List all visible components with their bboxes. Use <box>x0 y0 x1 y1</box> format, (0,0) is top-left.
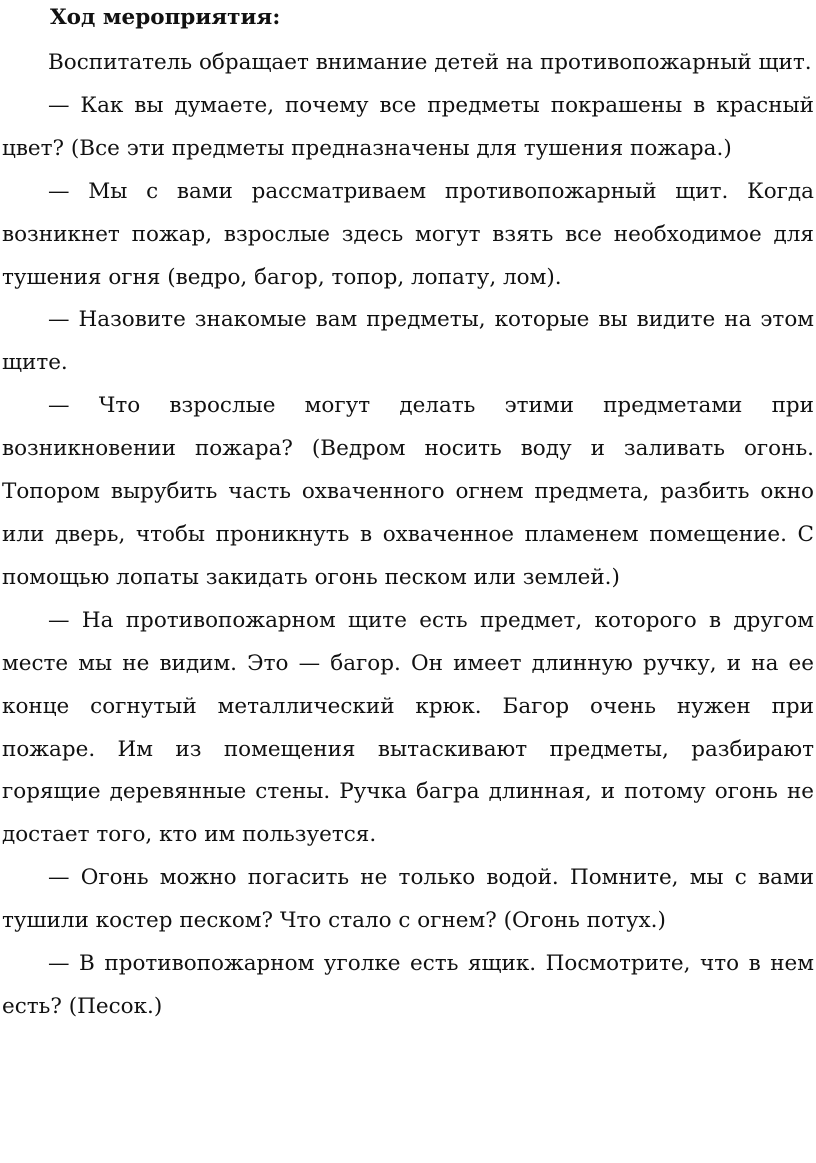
paragraph-hook: — На противопожарном щите есть предмет, которого в другом месте мы не видим. Это — багор. Он имеет длинную ручку, и на ее конце согнутый металлический крюк. Багор очень нужен при пожаре. Им из помещения вытаскивают предметы, разбирают горящие деревянные стены. Ручка багра длинная, и потому огонь не достает того, кто им пользуется. <box>2 607 814 848</box>
paragraph-what-adults-do: — Что взрослые могут делать этими предметами при возникновении пожара? (Ведром носить воду и заливать огонь. Топором вырубить часть охваченного огнем предмета, разбить окно или дверь, чтобы проникнуть в охваченное пламенем помещение. С помощью лопаты закидать огонь песком или землей.) <box>2 393 814 590</box>
paragraph-sand: — Огонь можно погасить не только водой. Помните, мы с вами тушили костер песком? Что стало с огнем? (Огонь потух.) <box>2 865 814 934</box>
paragraph-name-items: — Назовите знакомые вам предметы, которые вы видите на этом щите. <box>2 307 814 376</box>
section-heading: Ход мероприятия: <box>50 5 281 30</box>
paragraph-intro: Воспитатель обращает внимание детей на противопожарный щит. <box>48 50 812 75</box>
paragraph-sand-box: — В противопожарном уголке есть ящик. Посмотрите, что в нем есть? (Песок.) <box>2 951 814 1019</box>
paragraph-question-red-color: — Как вы думаете, почему все предметы покрашены в красный цвет? (Все эти предметы предназначены для тушения пожара.) <box>2 92 814 161</box>
paragraph-fire-shield: — Мы с вами рассматриваем противопожарный щит. Когда возникнет пожар, взрослые здесь могут взять все необходимое для тушения огня (ведро, багор, топор, лопату, лом). <box>2 178 814 290</box>
